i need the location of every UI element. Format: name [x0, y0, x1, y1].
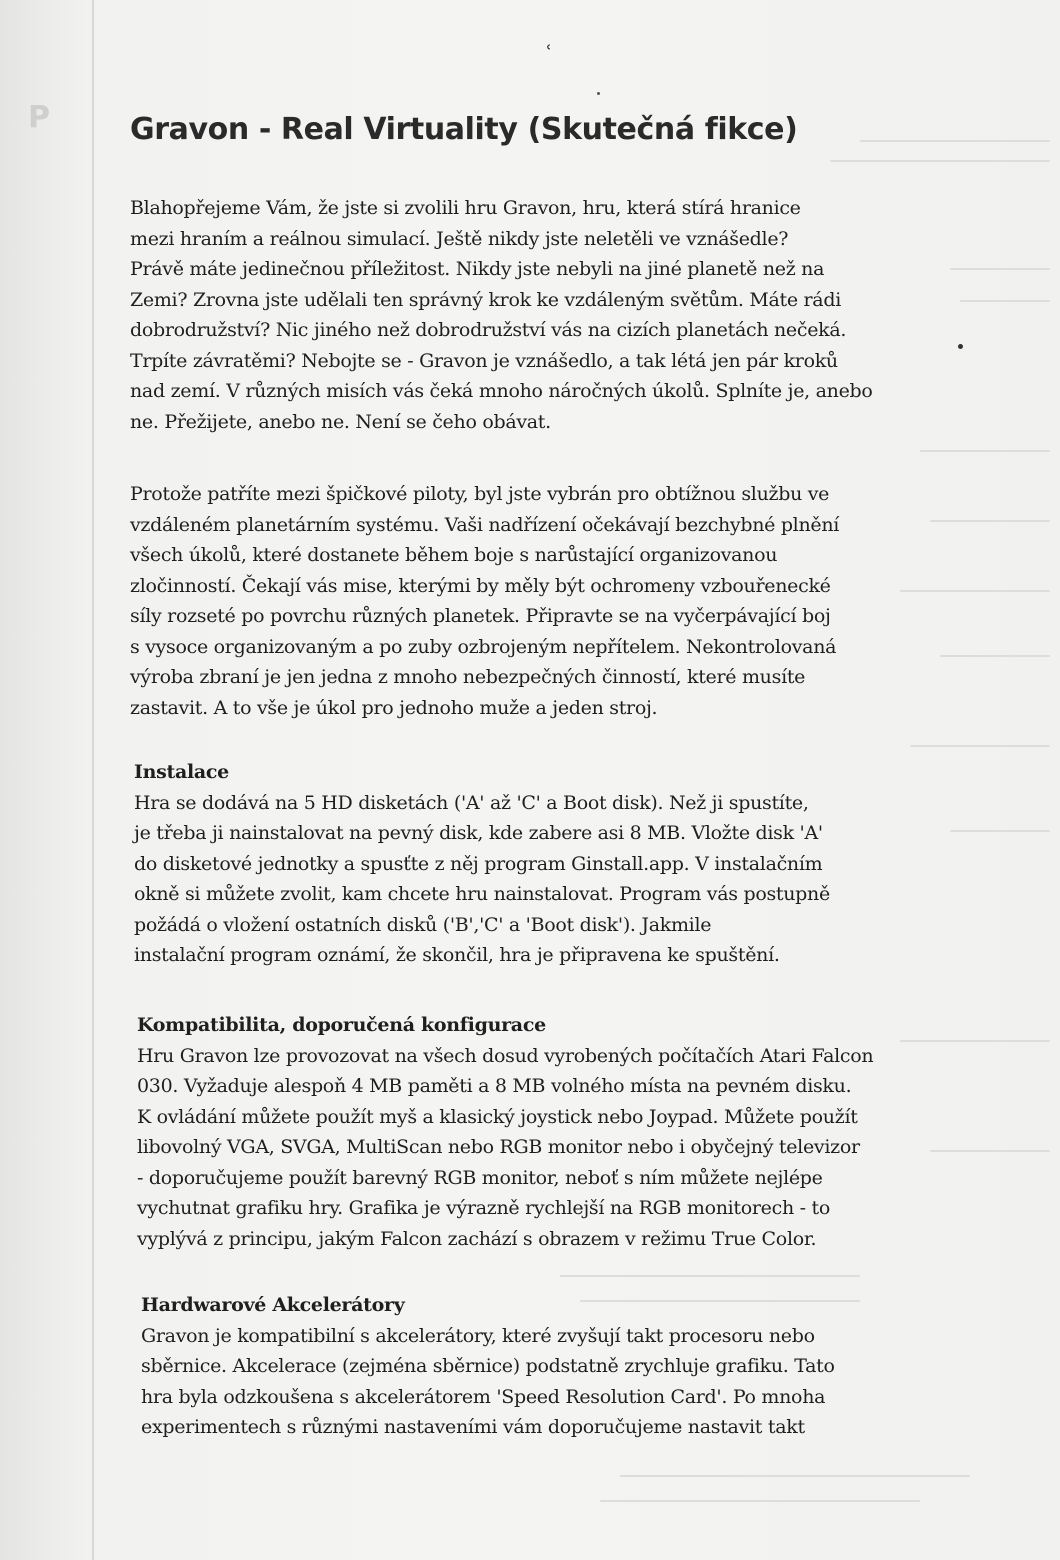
text-line: vyplývá z principu, jakým Falcon zachází s obrazem v režimu True Color. — [137, 1227, 817, 1250]
text-line: je třeba ji nainstalovat na pevný disk, kde zabere asi 8 MB. Vložte disk 'A' — [134, 822, 823, 844]
section-heading: Kompatibilita, doporučená konfigurace — [137, 1014, 546, 1036]
text-line: Gravon je kompatibilní s akcelerátory, které zvyšují takt procesoru nebo — [141, 1324, 815, 1347]
text-line: libovolný VGA, SVGA, MultiScan nebo RGB monitor nebo i obyčejný televizor — [137, 1136, 860, 1158]
page-fold — [92, 0, 94, 1560]
section-heading: Hardwarové Akcelerátory — [141, 1294, 405, 1316]
speck — [597, 92, 600, 95]
story-paragraph — [130, 479, 1010, 723]
text-line: hra byla odzkoušena s akcelerátorem 'Speed Resolution Card'. Po mnoha — [141, 1385, 826, 1408]
text-line: mezi hraním a reálnou simulací. Ještě nikdy jste neletěli ve vznášedle? — [130, 227, 789, 250]
text-line: síly rozseté po povrchu různých planetek. Připravte se na vyčerpávající boj — [130, 605, 831, 627]
text-line: Protože patříte mezi špičkové piloty, byl jste vybrán pro obtížnou službu ve — [130, 483, 830, 505]
text-line: zastavit. A to vše je úkol pro jednoho muže a jeden stroj. — [130, 696, 658, 719]
text-line: Blahopřejeme Vám, že jste si zvolili hru Gravon, hru, která stírá hranice — [130, 197, 801, 219]
text-line: okně si můžete zvolit, kam chcete hru nainstalovat. Program vás postupně — [134, 883, 830, 905]
text-line: Trpíte závratěmi? Nebojte se - Gravon je vznášedlo, a tak létá jen pár kroků — [130, 349, 838, 372]
text-line: vychutnat grafiku hry. Grafika je výrazně rychlejší na RGB monitorech - to — [137, 1197, 830, 1219]
punch-mark: ʿ — [546, 40, 553, 64]
text-line: ne. Přežijete, anebo ne. Není se čeho obávat. — [130, 410, 551, 433]
text-line: zločinností. Čekají vás mise, kterými by měly být ochromeny vzbouřenecké — [130, 574, 831, 597]
text-line: všech úkolů, které dostanete během boje s narůstající organizovanou — [130, 544, 778, 566]
text-line: instalační program oznámí, že skončil, hra je připravena ke spuštění. — [134, 944, 780, 966]
section-heading: Instalace — [134, 761, 229, 783]
text-line: - doporučujeme použít barevný RGB monitor, neboť s ním můžete nejlépe — [137, 1166, 823, 1189]
adjacent-page-letter: P — [28, 100, 50, 135]
text-line: s vysoce organizovaným a po zuby ozbrojeným nepřítelem. Nekontrolovaná — [130, 635, 837, 658]
text-line: Hru Gravon lze provozovat na všech dosud vyrobených počítačích Atari Falcon — [137, 1044, 874, 1067]
text-line: Zemi? Zrovna jste udělali ten správný krok ke vzdáleným světům. Máte rádi — [130, 288, 841, 311]
text-line: Právě máte jedinečnou příležitost. Nikdy jste nebyli na jiné planetě než na — [130, 258, 825, 280]
text-line: K ovládání můžete použít myš a klasický joystick nebo Joypad. Můžete použít — [137, 1105, 858, 1128]
text-line: výroba zbraní je jen jedna z mnoho nebezpečných činností, které musíte — [130, 666, 806, 688]
text-line: sběrnice. Akcelerace (zejména sběrnice) podstatně zrychluje grafiku. Tato — [141, 1355, 835, 1377]
text-line: nad zemí. V různých misích vás čeká mnoho náročných úkolů. Splníte je, anebo — [130, 380, 873, 402]
intro-paragraph — [130, 193, 1010, 437]
section-instalace — [134, 757, 1014, 971]
text-line: 030. Vyžaduje alespoň 4 MB paměti a 8 MB volného místa na pevném disku. — [137, 1075, 852, 1097]
text-line: požádá o vložení ostatních disků ('B','C' a 'Boot disk'). Jakmile — [134, 913, 712, 936]
text-line: dobrodružství? Nic jiného než dobrodružství vás na cizích planetách nečeká. — [130, 319, 847, 341]
text-line: do disketové jednotky a spusťte z něj program Ginstall.app. V instalačním — [134, 852, 823, 875]
text-line: Hra se dodává na 5 HD disketách ('A' až 'C' a Boot disk). Než ji spustíte, — [134, 791, 809, 814]
section-kompatibilita — [137, 1010, 1017, 1254]
section-akceleratory — [141, 1290, 1021, 1443]
text-line: experimentech s různými nastaveními vám doporučujeme nastavit takt — [141, 1416, 805, 1438]
page-title: Gravon - Real Virtuality (Skutečná fikce) — [130, 112, 798, 147]
text-line: vzdáleném planetárním systému. Vaši nadřízení očekávají bezchybné plnění — [130, 513, 840, 536]
